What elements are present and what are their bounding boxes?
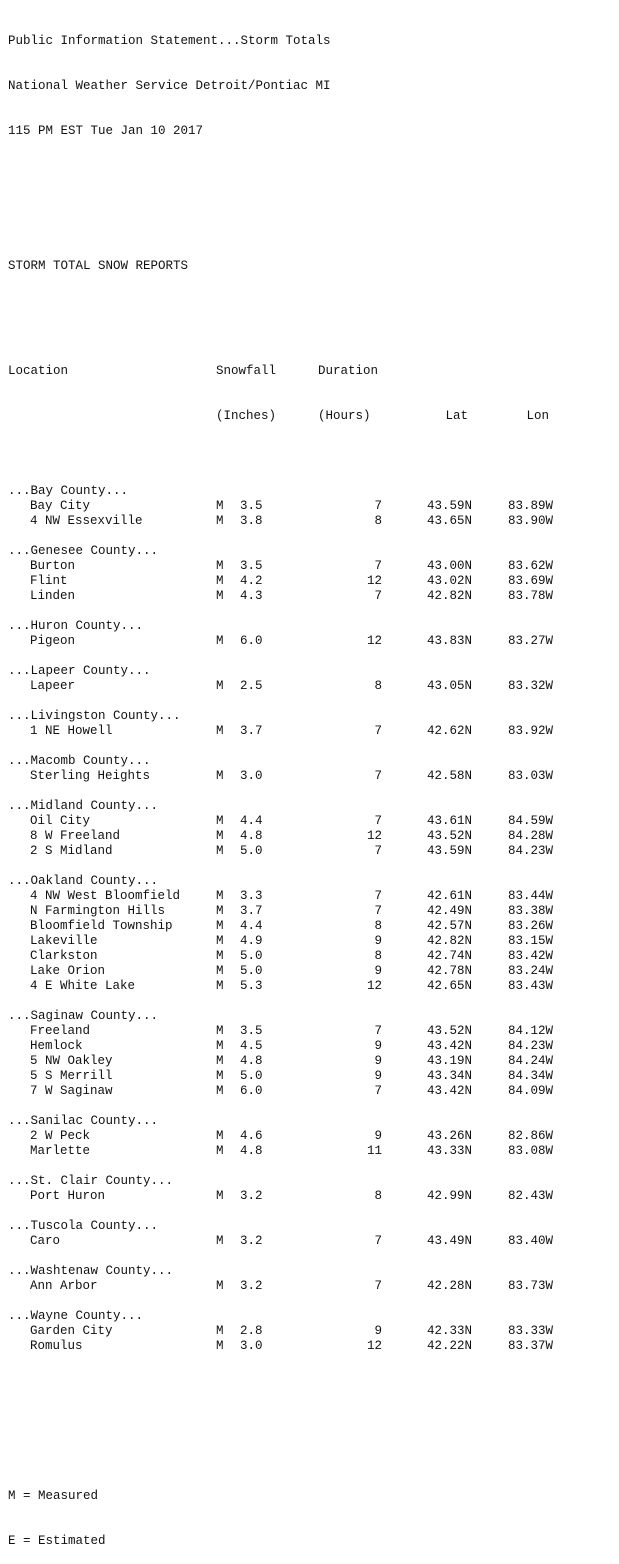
report-duration: 8 — [374, 949, 382, 963]
report-measure-flag: M — [216, 559, 224, 573]
column-header-location: Location — [8, 364, 69, 378]
spacer — [8, 649, 553, 664]
report-lon: 83.69W — [507, 574, 553, 588]
report-lon: 83.03W — [507, 769, 553, 783]
report-measure-flag: M — [216, 1144, 224, 1158]
report-measure-flag: M — [216, 589, 224, 603]
report-measure-flag: M — [216, 934, 224, 948]
legend-measured: M = Measured — [8, 1489, 99, 1503]
table-row — [8, 829, 553, 844]
report-location: Linden — [30, 589, 76, 603]
report-lat: 43.49N — [426, 1234, 472, 1248]
report-duration: 7 — [374, 769, 382, 783]
report-lon: 83.43W — [507, 979, 553, 993]
report-measure-flag: M — [216, 1054, 224, 1068]
report-duration: 9 — [374, 1054, 382, 1068]
report-location: Clarkston — [30, 949, 98, 963]
report-duration: 8 — [374, 1189, 382, 1203]
spacer — [8, 304, 553, 319]
report-measure-flag: M — [216, 844, 224, 858]
spacer — [8, 529, 553, 544]
report-snowfall: 5.0 — [240, 844, 263, 858]
report-lat: 43.42N — [426, 1084, 472, 1098]
table-row — [8, 679, 553, 694]
report-snowfall: 3.7 — [240, 724, 263, 738]
report-duration: 7 — [374, 904, 382, 918]
report-snowfall: 3.2 — [240, 1234, 263, 1248]
report-duration: 12 — [366, 979, 382, 993]
report-location: Burton — [30, 559, 76, 573]
table-row — [8, 1084, 553, 1099]
report-duration: 12 — [366, 634, 382, 648]
table-row — [8, 1324, 553, 1339]
report-duration: 9 — [374, 1069, 382, 1083]
table-row — [8, 1069, 553, 1084]
report-location: Lakeville — [30, 934, 98, 948]
report-lat: 43.19N — [426, 1054, 472, 1068]
report-duration: 7 — [374, 724, 382, 738]
report-lon: 82.43W — [507, 1189, 553, 1203]
table-row — [8, 814, 553, 829]
county-header: ...Tuscola County... — [8, 1219, 159, 1233]
report-snowfall: 6.0 — [240, 634, 263, 648]
report-measure-flag: M — [216, 1039, 224, 1053]
column-header-snowfall: Snowfall — [216, 364, 277, 378]
report-snowfall: 5.0 — [240, 1069, 263, 1083]
column-header-row — [8, 364, 553, 379]
spacer — [8, 1399, 553, 1414]
report-duration: 7 — [374, 1024, 382, 1038]
county-header: ...Huron County... — [8, 619, 144, 633]
report-lon: 84.28W — [507, 829, 553, 843]
report-location: Sterling Heights — [30, 769, 151, 783]
report-measure-flag: M — [216, 979, 224, 993]
report-duration: 12 — [366, 574, 382, 588]
report-measure-flag: M — [216, 1339, 224, 1353]
report-measure-flag: M — [216, 1024, 224, 1038]
report-lon: 83.15W — [507, 934, 553, 948]
report-measure-flag: M — [216, 724, 224, 738]
report-location: 5 NW Oakley — [30, 1054, 113, 1068]
report-location: 4 E White Lake — [30, 979, 136, 993]
report-measure-flag: M — [216, 829, 224, 843]
column-header-duration: Duration — [318, 364, 379, 378]
report-measure-flag: M — [216, 889, 224, 903]
report-snowfall: 4.8 — [240, 1054, 263, 1068]
column-header-duration-unit: (Hours) — [318, 409, 371, 423]
report-lat: 43.59N — [426, 499, 472, 513]
table-row — [8, 634, 553, 649]
table-row — [8, 514, 553, 529]
report-snowfall: 4.8 — [240, 1144, 263, 1158]
spacer — [8, 739, 553, 754]
report-duration: 7 — [374, 814, 382, 828]
report-duration: 7 — [374, 1234, 382, 1248]
report-measure-flag: M — [216, 679, 224, 693]
report-duration: 11 — [366, 1144, 382, 1158]
table-row — [8, 1024, 553, 1039]
report-duration: 9 — [374, 1324, 382, 1338]
report-lat: 42.61N — [426, 889, 472, 903]
report-lat: 43.05N — [426, 679, 472, 693]
report-lon: 83.44W — [507, 889, 553, 903]
table-row — [8, 1054, 553, 1069]
report-duration: 12 — [366, 829, 382, 843]
report-location: Bay City — [30, 499, 91, 513]
report-lat: 43.83N — [426, 634, 472, 648]
section-title: STORM TOTAL SNOW REPORTS — [8, 259, 189, 273]
table-row — [8, 1189, 553, 1204]
report-measure-flag: M — [216, 1234, 224, 1248]
report-duration: 7 — [374, 1084, 382, 1098]
report-snowfall: 2.8 — [240, 1324, 263, 1338]
report-duration: 7 — [374, 589, 382, 603]
report-snowfall: 5.0 — [240, 964, 263, 978]
report-location: Ann Arbor — [30, 1279, 98, 1293]
report-measure-flag: M — [216, 964, 224, 978]
report-lon: 84.59W — [507, 814, 553, 828]
county-header: ...Genesee County... — [8, 544, 159, 558]
report-measure-flag: M — [216, 499, 224, 513]
spacer — [8, 1159, 553, 1174]
report-lon: 83.40W — [507, 1234, 553, 1248]
report-measure-flag: M — [216, 634, 224, 648]
report-snowfall: 3.5 — [240, 499, 263, 513]
spacer — [8, 784, 553, 799]
spacer — [8, 214, 553, 229]
report-measure-flag: M — [216, 514, 224, 528]
report-lon: 83.89W — [507, 499, 553, 513]
report-location: Caro — [30, 1234, 61, 1248]
issue-time: 115 PM EST Tue Jan 10 2017 — [8, 124, 204, 138]
report-lon: 83.33W — [507, 1324, 553, 1338]
report-location: 1 NE Howell — [30, 724, 113, 738]
report-location: Romulus — [30, 1339, 83, 1353]
report-lon: 83.92W — [507, 724, 553, 738]
spacer — [8, 1444, 553, 1459]
report-snowfall: 4.6 — [240, 1129, 263, 1143]
table-row — [8, 499, 553, 514]
table-row — [8, 769, 553, 784]
report-lat: 42.99N — [426, 1189, 472, 1203]
legend-estimated: E = Estimated — [8, 1534, 106, 1548]
report-lat: 42.58N — [426, 769, 472, 783]
report-lat: 42.65N — [426, 979, 472, 993]
report-lon: 83.27W — [507, 634, 553, 648]
table-row — [8, 1279, 553, 1294]
report-location: Pigeon — [30, 634, 76, 648]
report-lat: 42.28N — [426, 1279, 472, 1293]
report-duration: 9 — [374, 934, 382, 948]
report-duration: 9 — [374, 1129, 382, 1143]
spacer — [8, 694, 553, 709]
table-row — [8, 949, 553, 964]
report-duration: 12 — [366, 1339, 382, 1353]
report-lat: 43.52N — [426, 1024, 472, 1038]
report-location: Marlette — [30, 1144, 91, 1158]
report-lat: 42.74N — [426, 949, 472, 963]
table-row — [8, 964, 553, 979]
report-duration: 7 — [374, 499, 382, 513]
report-measure-flag: M — [216, 1069, 224, 1083]
report-lon: 83.08W — [507, 1144, 553, 1158]
report-measure-flag: M — [216, 1189, 224, 1203]
column-header-snowfall-unit: (Inches) — [216, 409, 277, 423]
report-lon: 84.24W — [507, 1054, 553, 1068]
report-snowfall: 6.0 — [240, 1084, 263, 1098]
report-lon: 83.42W — [507, 949, 553, 963]
report-location: Lapeer — [30, 679, 76, 693]
report-snowfall: 3.5 — [240, 1024, 263, 1038]
county-header: ...Livingston County... — [8, 709, 181, 723]
report-duration: 7 — [374, 844, 382, 858]
report-snowfall: 2.5 — [240, 679, 263, 693]
report-lat: 42.82N — [426, 589, 472, 603]
report-lat: 42.82N — [426, 934, 472, 948]
report-location: 4 NW Essexville — [30, 514, 143, 528]
report-duration: 8 — [374, 919, 382, 933]
report-measure-flag: M — [216, 1324, 224, 1338]
report-measure-flag: M — [216, 1084, 224, 1098]
report-measure-flag: M — [216, 769, 224, 783]
report-location: 7 W Saginaw — [30, 1084, 113, 1098]
report-snowfall: 4.8 — [240, 829, 263, 843]
report-snowfall: 3.0 — [240, 1339, 263, 1353]
report-snowfall: 3.7 — [240, 904, 263, 918]
report-snowfall: 4.3 — [240, 589, 263, 603]
table-row — [8, 1144, 553, 1159]
table-row — [8, 589, 553, 604]
report-lat: 43.00N — [426, 559, 472, 573]
report-location: Oil City — [30, 814, 91, 828]
report-lon: 83.32W — [507, 679, 553, 693]
report-snowfall: 4.9 — [240, 934, 263, 948]
report-lat: 42.62N — [426, 724, 472, 738]
report-duration: 8 — [374, 679, 382, 693]
report-lon: 83.90W — [507, 514, 553, 528]
table-row — [8, 1129, 553, 1144]
report-duration: 7 — [374, 559, 382, 573]
report-snowfall: 3.2 — [240, 1279, 263, 1293]
report-snowfall: 3.5 — [240, 559, 263, 573]
table-row — [8, 559, 553, 574]
report-location: 2 W Peck — [30, 1129, 91, 1143]
report-measure-flag: M — [216, 1279, 224, 1293]
report-location: Hemlock — [30, 1039, 83, 1053]
report-location: Bloomfield Township — [30, 919, 173, 933]
table-row — [8, 724, 553, 739]
county-header: ...Saginaw County... — [8, 1009, 159, 1023]
report-lon: 83.24W — [507, 964, 553, 978]
report-location: N Farmington Hills — [30, 904, 166, 918]
county-header: ...Bay County... — [8, 484, 129, 498]
table-row — [8, 889, 553, 904]
report-lat: 42.57N — [426, 919, 472, 933]
report-lat: 42.49N — [426, 904, 472, 918]
column-header-units-row — [8, 409, 553, 424]
report-lat: 42.78N — [426, 964, 472, 978]
report-location: 2 S Midland — [30, 844, 113, 858]
spacer — [8, 859, 553, 874]
report-snowfall: 4.4 — [240, 919, 263, 933]
report-lat: 43.02N — [426, 574, 472, 588]
spacer — [8, 1249, 553, 1264]
county-header: ...Macomb County... — [8, 754, 151, 768]
table-row — [8, 934, 553, 949]
report-location: Port Huron — [30, 1189, 106, 1203]
county-header: ...Oakland County... — [8, 874, 159, 888]
spacer — [8, 469, 553, 484]
table-row — [8, 979, 553, 994]
report-measure-flag: M — [216, 1129, 224, 1143]
report-lat: 43.42N — [426, 1039, 472, 1053]
storm-report-document — [8, 4, 553, 1564]
report-duration: 9 — [374, 1039, 382, 1053]
report-lat: 43.61N — [426, 814, 472, 828]
report-snowfall: 3.8 — [240, 514, 263, 528]
report-lat: 43.65N — [426, 514, 472, 528]
county-header: ...St. Clair County... — [8, 1174, 174, 1188]
report-location: 8 W Freeland — [30, 829, 121, 843]
county-header: ...Lapeer County... — [8, 664, 151, 678]
report-lon: 83.78W — [507, 589, 553, 603]
report-snowfall: 4.4 — [240, 814, 263, 828]
report-lon: 84.34W — [507, 1069, 553, 1083]
table-row — [8, 574, 553, 589]
report-duration: 8 — [374, 514, 382, 528]
report-measure-flag: M — [216, 949, 224, 963]
report-snowfall: 3.3 — [240, 889, 263, 903]
county-header: ...Washtenaw County... — [8, 1264, 174, 1278]
county-header: ...Midland County... — [8, 799, 159, 813]
report-lon: 84.23W — [507, 1039, 553, 1053]
report-snowfall: 3.2 — [240, 1189, 263, 1203]
table-row — [8, 1039, 553, 1054]
spacer — [8, 1099, 553, 1114]
table-row — [8, 1234, 553, 1249]
county-header: ...Sanilac County... — [8, 1114, 159, 1128]
report-lat: 43.34N — [426, 1069, 472, 1083]
report-lat: 43.52N — [426, 829, 472, 843]
report-body — [8, 469, 553, 1354]
report-location: Flint — [30, 574, 68, 588]
report-lon: 82.86W — [507, 1129, 553, 1143]
report-location: Lake Orion — [30, 964, 106, 978]
table-row — [8, 904, 553, 919]
table-row — [8, 844, 553, 859]
column-header-lat: Lat — [445, 409, 468, 423]
table-row — [8, 919, 553, 934]
report-lon: 84.12W — [507, 1024, 553, 1038]
county-header: ...Wayne County... — [8, 1309, 144, 1323]
report-lon: 84.09W — [507, 1084, 553, 1098]
report-snowfall: 5.3 — [240, 979, 263, 993]
spacer — [8, 1294, 553, 1309]
spacer — [8, 604, 553, 619]
report-snowfall: 4.5 — [240, 1039, 263, 1053]
report-lat: 43.33N — [426, 1144, 472, 1158]
spacer — [8, 1204, 553, 1219]
report-lon: 83.62W — [507, 559, 553, 573]
report-lon: 83.37W — [507, 1339, 553, 1353]
report-snowfall: 5.0 — [240, 949, 263, 963]
report-location: Freeland — [30, 1024, 91, 1038]
report-lon: 83.38W — [507, 904, 553, 918]
report-location: 5 S Merrill — [30, 1069, 113, 1083]
column-header-lon: Lon — [526, 409, 549, 423]
report-duration: 7 — [374, 889, 382, 903]
report-duration: 9 — [374, 964, 382, 978]
report-lat: 43.26N — [426, 1129, 472, 1143]
report-measure-flag: M — [216, 574, 224, 588]
report-measure-flag: M — [216, 919, 224, 933]
office-name: National Weather Service Detroit/Pontiac MI — [8, 79, 331, 93]
report-duration: 7 — [374, 1279, 382, 1293]
report-lon: 84.23W — [507, 844, 553, 858]
report-snowfall: 3.0 — [240, 769, 263, 783]
spacer — [8, 994, 553, 1009]
spacer — [8, 169, 553, 184]
report-location: Garden City — [30, 1324, 113, 1338]
statement-title: Public Information Statement...Storm Totals — [8, 34, 331, 48]
report-lat: 42.33N — [426, 1324, 472, 1338]
report-lat: 42.22N — [426, 1339, 472, 1353]
report-lon: 83.26W — [507, 919, 553, 933]
report-lat: 43.59N — [426, 844, 472, 858]
report-lon: 83.73W — [507, 1279, 553, 1293]
report-location: 4 NW West Bloomfield — [30, 889, 181, 903]
table-row — [8, 1339, 553, 1354]
report-snowfall: 4.2 — [240, 574, 263, 588]
report-measure-flag: M — [216, 814, 224, 828]
report-measure-flag: M — [216, 904, 224, 918]
